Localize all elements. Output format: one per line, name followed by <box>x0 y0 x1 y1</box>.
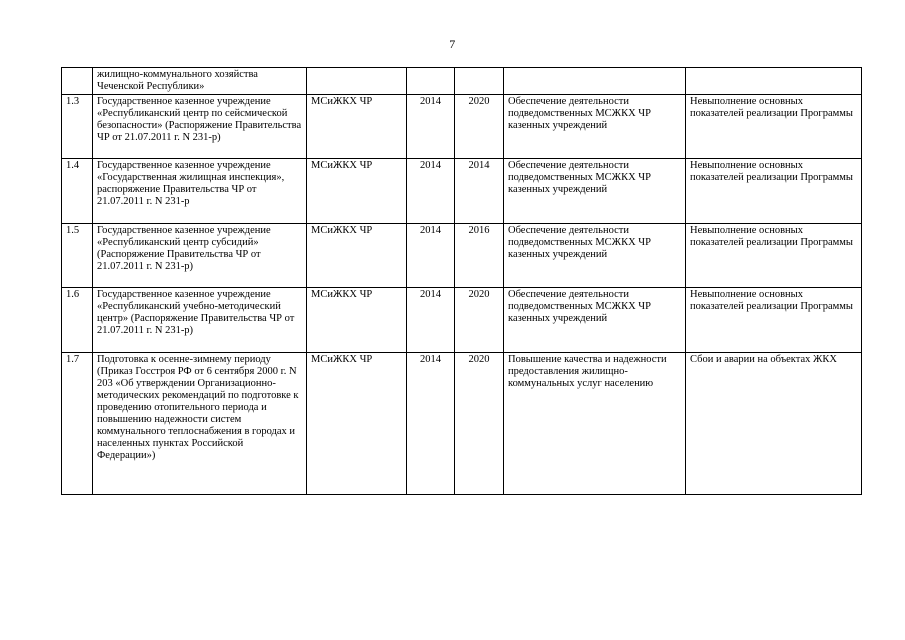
end-year-cell: 2020 <box>455 95 504 159</box>
page-number: 7 <box>449 37 456 51</box>
row-number-cell: 1.3 <box>62 95 93 159</box>
expected-result-cell: Обеспечение деятельности подведомственных МСЖКХ ЧР казенных учреждений <box>504 95 686 159</box>
activity-name-cell: Государственное казенное учреждение «Республиканский центр по сейсмической безопасности» (Распоряжение Правительства ЧР от 21.07.2011 г. N 231-р) <box>93 95 307 159</box>
risk-consequence-cell: Невыполнение основных показателей реализации Программы <box>686 95 862 159</box>
activity-name-cell: Государственное казенное учреждение «Республиканский учебно-методический центр» (Распоряжение Правительства ЧР от 21.07.2011 г. N 231-р) <box>93 288 307 353</box>
table-row <box>62 224 862 288</box>
risk-consequence-cell: Невыполнение основных показателей реализации Программы <box>686 159 862 224</box>
activity-name-cell: жилищно-коммунального хозяйства Чеченской Республики» <box>93 68 307 95</box>
start-year-cell: 2014 <box>407 224 455 288</box>
expected-result-cell <box>504 68 686 95</box>
row-number-cell: 1.5 <box>62 224 93 288</box>
end-year-cell: 2016 <box>455 224 504 288</box>
end-year-cell <box>455 68 504 95</box>
expected-result-cell: Обеспечение деятельности подведомственных МСЖКХ ЧР казенных учреждений <box>504 159 686 224</box>
risk-consequence-cell: Невыполнение основных показателей реализации Программы <box>686 224 862 288</box>
expected-result-cell: Обеспечение деятельности подведомственных МСЖКХ ЧР казенных учреждений <box>504 288 686 353</box>
executor-cell: МСиЖКХ ЧР <box>307 95 407 159</box>
activity-name-cell: Подготовка к осенне-зимнему периоду (Приказ Госстроя РФ от 6 сентября 2000 г. N 203 «Об утверждении Организационно-методических рекомендаций по подготовке к проведению отопительного периода и повышению надежности систем коммунального теплоснабжения в городах и населенных пунктах Российской Федерации») <box>93 353 307 495</box>
executor-cell: МСиЖКХ ЧР <box>307 159 407 224</box>
end-year-cell: 2020 <box>455 353 504 495</box>
start-year-cell: 2014 <box>407 288 455 353</box>
row-number-cell: 1.6 <box>62 288 93 353</box>
risk-consequence-cell: Сбои и аварии на объектах ЖКХ <box>686 353 862 495</box>
end-year-cell: 2020 <box>455 288 504 353</box>
table-row <box>62 353 862 495</box>
end-year-cell: 2014 <box>455 159 504 224</box>
risk-consequence-cell <box>686 68 862 95</box>
executor-cell: МСиЖКХ ЧР <box>307 224 407 288</box>
start-year-cell: 2014 <box>407 353 455 495</box>
start-year-cell <box>407 68 455 95</box>
table-row <box>62 159 862 224</box>
start-year-cell: 2014 <box>407 95 455 159</box>
executor-cell: МСиЖКХ ЧР <box>307 288 407 353</box>
table-row <box>62 288 862 353</box>
row-number-cell: 1.4 <box>62 159 93 224</box>
executor-cell: МСиЖКХ ЧР <box>307 353 407 495</box>
expected-result-cell: Повышение качества и надежности предоставления жилищно-коммунальных услуг населению <box>504 353 686 495</box>
expected-result-cell: Обеспечение деятельности подведомственных МСЖКХ ЧР казенных учреждений <box>504 224 686 288</box>
program-activities-table <box>61 67 862 495</box>
table-row <box>62 95 862 159</box>
table-row <box>62 68 862 95</box>
activity-name-cell: Государственное казенное учреждение «Республиканский центр субсидий» (Распоряжение Правительства ЧР от 21.07.2011 г. N 231-р) <box>93 224 307 288</box>
row-number-cell <box>62 68 93 95</box>
risk-consequence-cell: Невыполнение основных показателей реализации Программы <box>686 288 862 353</box>
activity-name-cell: Государственное казенное учреждение «Государственная жилищная инспекция», распоряжение Правительства ЧР от 21.07.2011 г. N 231-р <box>93 159 307 224</box>
start-year-cell: 2014 <box>407 159 455 224</box>
executor-cell <box>307 68 407 95</box>
row-number-cell: 1.7 <box>62 353 93 495</box>
